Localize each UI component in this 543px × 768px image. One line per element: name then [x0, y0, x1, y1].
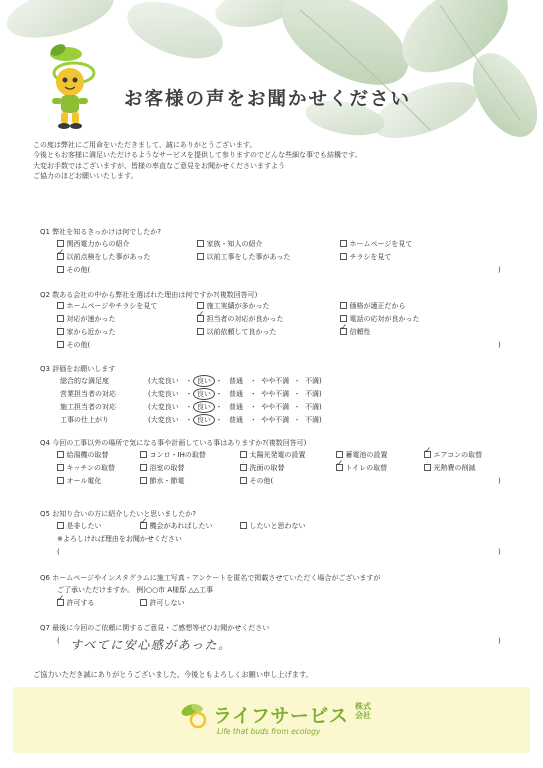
option-q2-2[interactable]	[197, 302, 270, 311]
question-q6	[40, 573, 380, 583]
question-title: Q5 お知り合いの方に紹介したいと思いましたか?	[40, 510, 196, 518]
scale-sep: ・	[185, 390, 193, 398]
checkbox[interactable]	[240, 464, 247, 471]
option-q5-2[interactable]	[140, 522, 213, 531]
option-q2-7[interactable]	[57, 328, 116, 337]
scale-sep: ・	[185, 403, 193, 411]
option-q4-11[interactable]	[57, 477, 101, 486]
option-label: 家族・知人の紹介	[206, 240, 263, 248]
checkbox[interactable]	[57, 451, 64, 458]
leaf-logo-icon	[178, 701, 214, 731]
footer	[13, 687, 530, 753]
option-q2-3[interactable]	[340, 302, 406, 311]
scale-option[interactable]: 不満)	[305, 377, 322, 385]
option-label: 太陽光発電の設置	[249, 451, 306, 459]
checkbox-checked[interactable]	[57, 253, 64, 260]
checkbox[interactable]	[340, 253, 347, 260]
scale-sep: ・	[293, 390, 301, 398]
checkbox[interactable]	[240, 522, 247, 529]
paren-close: )	[498, 637, 501, 645]
scale-sep: ・	[293, 403, 301, 411]
checkbox[interactable]	[57, 464, 64, 471]
option-label: オール電化	[66, 477, 102, 485]
question-q4	[40, 438, 306, 448]
checkbox[interactable]	[57, 328, 64, 335]
option-q4-6[interactable]	[57, 464, 115, 473]
option-label: トイレの取替	[345, 464, 388, 472]
option-q4-8[interactable]	[240, 464, 285, 473]
option-label: したいと思わない	[249, 522, 306, 530]
scale-option[interactable]: 普通	[229, 403, 244, 411]
option-q2-10[interactable]	[57, 341, 90, 350]
option-label: 関西電力からの紹介	[66, 240, 130, 248]
eval-label: 総合的な満足度	[60, 377, 109, 385]
scale-option[interactable]: 普通	[229, 377, 244, 385]
checkbox[interactable]	[336, 451, 343, 458]
question-title: Q3 評価をお願いします	[40, 365, 116, 373]
question-title: Q7 最後に今回のご依頼に関するご意見・ご感想等ぜひお聞かせください	[40, 624, 270, 632]
scale-sep: ・	[185, 416, 193, 424]
scale-option[interactable]: 不満)	[305, 403, 322, 411]
option-label: 担当者の対応が良かった	[206, 315, 284, 323]
checkbox-checked[interactable]	[197, 315, 204, 322]
scale-sep: ・	[215, 377, 223, 385]
option-label: 施工実績が多かった	[206, 302, 270, 310]
option-q4-3[interactable]	[240, 451, 306, 460]
option-label: 節水・節電	[149, 477, 185, 485]
option-q1-3[interactable]	[340, 240, 412, 249]
intro-text	[33, 140, 513, 182]
checkbox[interactable]	[57, 302, 64, 309]
scale-option[interactable]: 不満)	[305, 390, 322, 398]
option-q2-6[interactable]	[340, 315, 420, 324]
option-q2-1[interactable]	[57, 302, 157, 311]
option-q1-1[interactable]	[57, 240, 130, 249]
option-label: 機会があればしたい	[149, 522, 213, 530]
checkbox-checked[interactable]	[57, 599, 64, 606]
option-q2-9[interactable]	[340, 328, 371, 337]
q6-subtitle: ご了承いただけますか。 例)○○市 A様邸 △△工事	[57, 586, 214, 594]
option-label: キッチンの取替	[66, 464, 116, 472]
checkbox[interactable]	[197, 240, 204, 247]
eval-scale[interactable]	[148, 389, 322, 399]
question-q7	[40, 623, 269, 633]
checkbox[interactable]	[340, 315, 347, 322]
option-q4-12[interactable]	[140, 477, 185, 486]
eval-scale[interactable]	[148, 402, 322, 412]
paren-open: (	[57, 548, 60, 556]
option-label: 許可する	[66, 599, 95, 607]
checkbox[interactable]	[57, 240, 64, 247]
thanks-text: ご協力いただき誠にありがとうございました。今後ともよろしくお願い申し上げます。	[33, 670, 313, 679]
question-q5	[40, 509, 196, 519]
scale-option-selected[interactable]: 良い	[193, 375, 215, 387]
scale-option[interactable]: (大変良い	[148, 377, 179, 385]
option-label: 許可しない	[149, 599, 185, 607]
scale-sep: ・	[293, 416, 301, 424]
scale-sep: ・	[293, 377, 301, 385]
checkbox-checked[interactable]	[424, 451, 431, 458]
scale-option-selected[interactable]: 良い	[193, 414, 215, 426]
scale-option[interactable]: 普通	[229, 416, 244, 424]
checkbox[interactable]	[240, 451, 247, 458]
checkbox[interactable]	[57, 477, 64, 484]
scale-option[interactable]: 不満)	[305, 416, 322, 424]
intro-line: 今後ともお客様に満足いただけるようなサービスを提供して参りますのでどんな些細な事でも結構です。	[33, 151, 362, 160]
question-q1	[40, 227, 161, 237]
brand-tagline: Life that buds from ecology	[217, 727, 321, 736]
scale-option[interactable]: 普通	[229, 390, 244, 398]
checkbox[interactable]	[140, 477, 147, 484]
option-label: 以前工事をした事があった	[206, 253, 291, 261]
option-label: 家から近かった	[66, 328, 116, 336]
checkbox[interactable]	[340, 240, 347, 247]
paren-open: (	[57, 637, 60, 645]
question-title: Q6 ホームページやインスタグラムに施工写真・アンケートを匿名で掲載させていただく場合がございますが	[40, 574, 381, 582]
scale-sep: ・	[215, 390, 223, 398]
brand-name: ライフサービス	[213, 705, 349, 727]
eval-label: 営業担当者の対応	[60, 390, 116, 398]
option-label: 浴室の取替	[149, 464, 185, 472]
paren-close: )	[498, 266, 501, 274]
option-label: 価格が適正だから	[349, 302, 406, 310]
option-label: ホームページを見て	[349, 240, 413, 248]
option-label: チラシを見て	[349, 253, 392, 261]
option-label: 対応が速かった	[66, 315, 116, 323]
option-label: 給湯機の取替	[66, 451, 109, 459]
eval-scale[interactable]	[148, 415, 322, 425]
option-label: エアコンの取替	[433, 451, 483, 459]
checkbox[interactable]	[57, 522, 64, 529]
scale-sep: ・	[185, 377, 193, 385]
option-q4-1[interactable]	[57, 451, 109, 460]
checkbox[interactable]	[57, 315, 64, 322]
question-title: Q4 今回の工事以外の場所で気になる事や計画している事はありますか?(複数回答可)	[40, 439, 307, 447]
scale-sep: ・	[215, 416, 223, 424]
paren-close: )	[498, 341, 501, 349]
question-q3	[40, 364, 115, 374]
paren-close: )	[498, 477, 501, 485]
option-q4-4[interactable]	[336, 451, 388, 460]
checkbox[interactable]	[57, 266, 64, 273]
eval-label: 施工担当者の対応	[60, 403, 116, 411]
scale-option[interactable]: やや不満	[261, 416, 290, 424]
option-label: その他(	[66, 341, 91, 349]
scale-sep: ・	[249, 390, 257, 398]
option-label: 以前依頼して良かった	[206, 328, 277, 336]
option-q1-2[interactable]	[197, 240, 263, 249]
option-label: ホームページやチラシを見て	[66, 302, 158, 310]
checkbox[interactable]	[140, 451, 147, 458]
option-q4-2[interactable]	[140, 451, 206, 460]
option-q2-8[interactable]	[197, 328, 277, 337]
intro-line: この度は弊社にご用命をいただきまして、誠にありがとうございます。	[33, 141, 257, 149]
checkbox-checked[interactable]	[340, 328, 347, 335]
option-q5-1[interactable]	[57, 522, 102, 531]
scale-sep: ・	[215, 403, 223, 411]
q5-note: ※よろしければ理由をお聞かせください	[57, 535, 182, 543]
scale-sep: ・	[249, 403, 257, 411]
question-title: Q1 弊社を知るきっかけは何でしたか?	[40, 228, 161, 236]
option-q6-2[interactable]	[140, 599, 185, 608]
page-title: お客様の声をお聞かせください	[124, 89, 412, 110]
checkbox-checked[interactable]	[140, 522, 147, 529]
checkbox[interactable]	[140, 464, 147, 471]
option-q6-1[interactable]	[57, 599, 95, 608]
question-title: Q2 数ある会社の中から弊社を選ばれた理由は何ですか?(複数回答可)	[40, 291, 258, 299]
option-q2-4[interactable]	[57, 315, 116, 324]
scale-sep: ・	[249, 416, 257, 424]
option-q1-5[interactable]	[197, 253, 290, 262]
option-label: 電話の応対が良かった	[349, 315, 420, 323]
checkbox[interactable]	[197, 253, 204, 260]
option-q4-9[interactable]	[336, 464, 387, 473]
option-q4-10[interactable]	[424, 464, 476, 473]
option-label: 是非したい	[66, 522, 102, 530]
option-label: コンロ・IHの取替	[149, 451, 206, 459]
option-q1-7[interactable]	[57, 266, 90, 275]
scale-option-selected[interactable]: 良い	[193, 388, 215, 400]
option-label: 蓄電池の設置	[345, 451, 388, 459]
eval-scale[interactable]	[148, 376, 322, 386]
option-q2-5[interactable]	[197, 315, 284, 324]
option-label: その他(	[66, 266, 91, 274]
corp-line: 株式	[355, 702, 371, 711]
brand-corp	[353, 703, 373, 720]
intro-line: 大変お手数ではございますが、皆様の率直なご意見をお聞かせくださいますよう	[33, 161, 285, 170]
option-q5-3[interactable]	[240, 522, 306, 531]
intro-line: ご協力のほどお願いいたします。	[33, 172, 138, 181]
scale-option[interactable]: やや不満	[261, 403, 290, 411]
eval-label: 工事の仕上がり	[60, 416, 109, 424]
checkbox[interactable]	[240, 477, 247, 484]
checkbox[interactable]	[424, 464, 431, 471]
paren-close: )	[498, 548, 501, 556]
checkbox-checked[interactable]	[336, 464, 343, 471]
scale-sep: ・	[249, 377, 257, 385]
scale-option[interactable]: (大変良い	[148, 416, 179, 424]
scale-option[interactable]: (大変良い	[148, 390, 179, 398]
scale-option[interactable]: (大変良い	[148, 403, 179, 411]
handwritten-answer[interactable]: すべてに安心感があった。	[70, 638, 232, 652]
option-label: 以前点検をした事があった	[66, 253, 151, 261]
option-label: 洗面の取替	[249, 464, 285, 472]
option-label: その他(	[249, 477, 274, 485]
checkbox[interactable]	[197, 328, 204, 335]
scale-option[interactable]: やや不満	[261, 390, 290, 398]
option-q4-7[interactable]	[140, 464, 185, 473]
option-label: 信頼性	[349, 328, 371, 336]
option-label: 光熱費の削減	[433, 464, 476, 472]
corp-line: 会社	[355, 710, 371, 720]
scale-option-selected[interactable]: 良い	[193, 401, 215, 413]
option-q1-6[interactable]	[340, 253, 392, 262]
question-q2	[40, 290, 257, 300]
checkbox[interactable]	[340, 302, 347, 309]
mascot-icon	[28, 40, 108, 130]
option-q4-5[interactable]	[424, 451, 482, 460]
checkbox[interactable]	[140, 599, 147, 606]
checkbox[interactable]	[57, 341, 64, 348]
checkbox[interactable]	[197, 302, 204, 309]
scale-option[interactable]: やや不満	[261, 377, 290, 385]
header	[28, 40, 528, 130]
option-q4-13[interactable]	[240, 477, 273, 486]
option-q1-4[interactable]	[57, 253, 150, 262]
